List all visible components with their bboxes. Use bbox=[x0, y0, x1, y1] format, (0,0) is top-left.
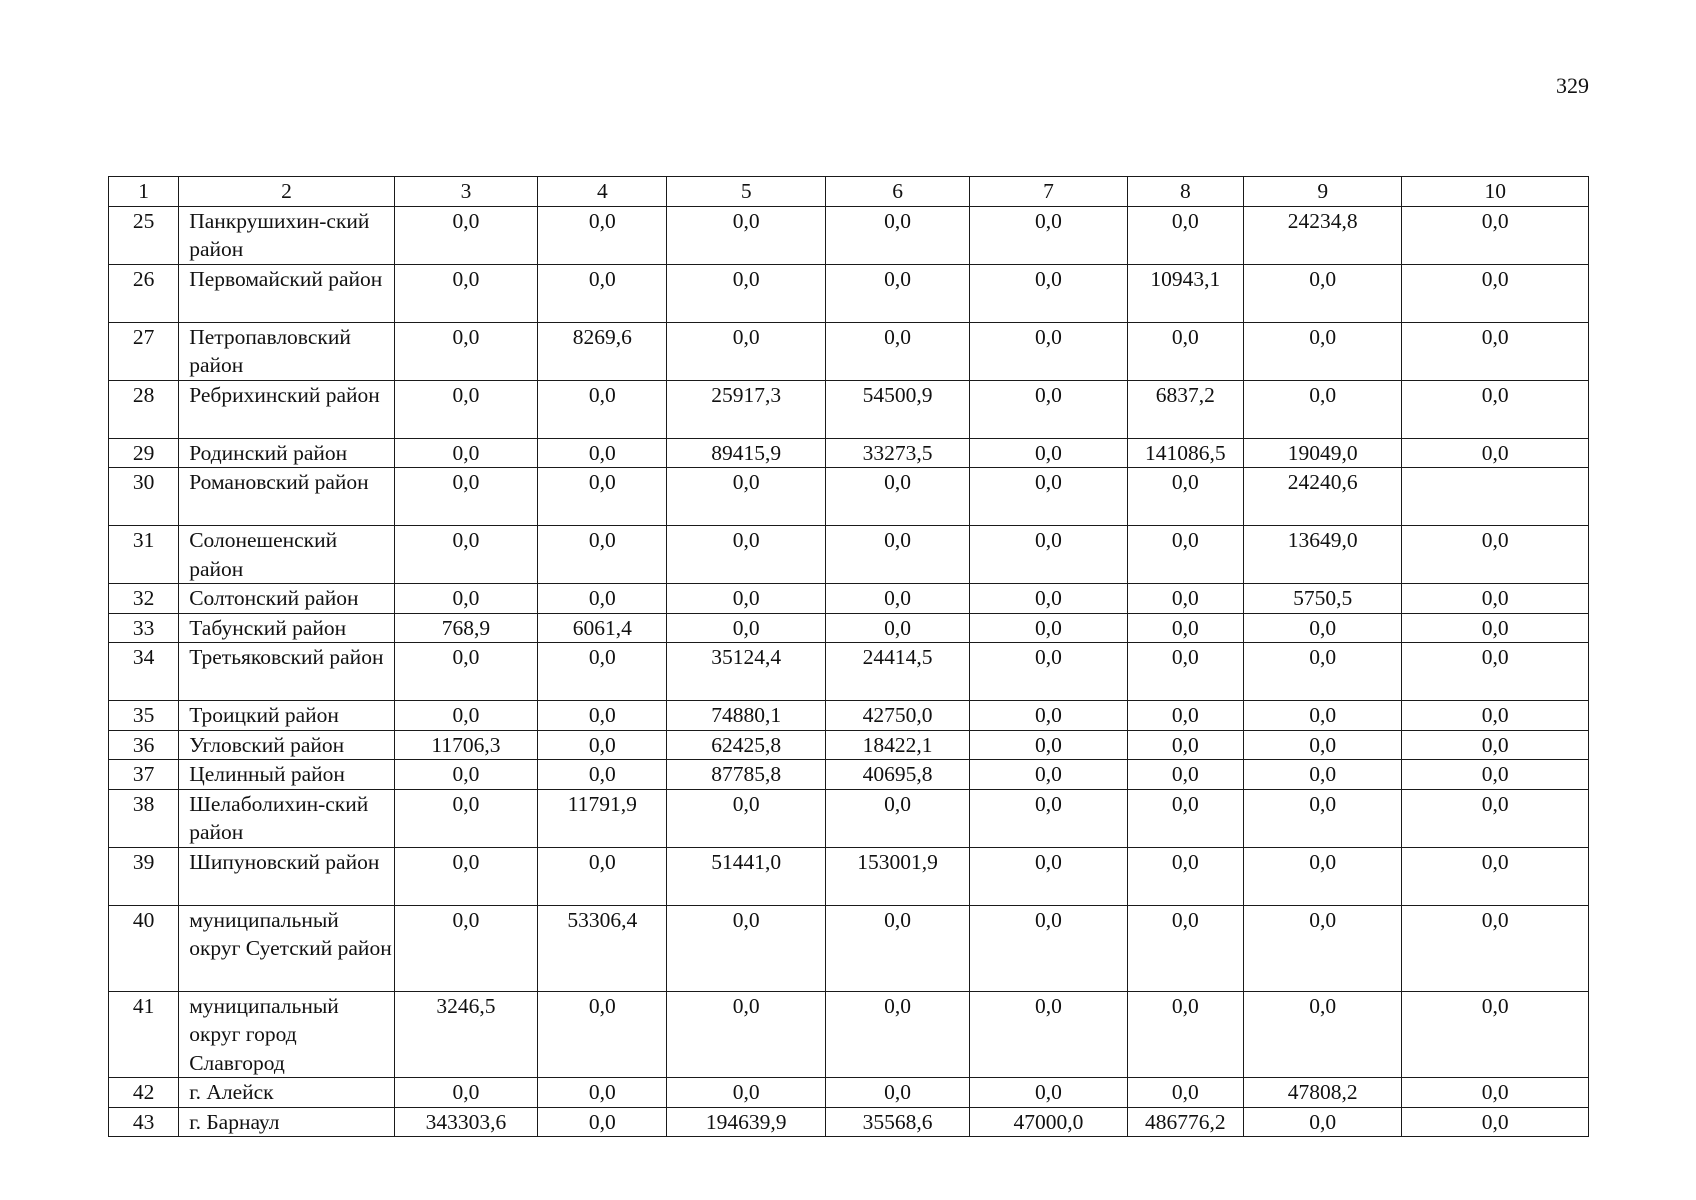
value-cell: 0,0 bbox=[825, 905, 969, 991]
value-cell: 0,0 bbox=[970, 526, 1127, 584]
value-cell: 8269,6 bbox=[538, 322, 667, 380]
value-cell: 0,0 bbox=[667, 322, 825, 380]
value-cell: 0,0 bbox=[1127, 789, 1243, 847]
row-number-cell: 30 bbox=[109, 468, 179, 526]
value-cell: 0,0 bbox=[970, 322, 1127, 380]
value-cell: 0,0 bbox=[667, 584, 825, 614]
value-cell: 0,0 bbox=[394, 438, 537, 468]
value-cell: 0,0 bbox=[1127, 322, 1243, 380]
value-cell: 24414,5 bbox=[825, 643, 969, 701]
value-cell: 194639,9 bbox=[667, 1107, 825, 1137]
value-cell: 0,0 bbox=[667, 905, 825, 991]
value-cell: 0,0 bbox=[1127, 526, 1243, 584]
row-number-cell: 39 bbox=[109, 847, 179, 905]
value-cell: 19049,0 bbox=[1244, 438, 1402, 468]
value-cell: 0,0 bbox=[667, 789, 825, 847]
value-cell: 0,0 bbox=[1402, 322, 1589, 380]
value-cell: 0,0 bbox=[970, 789, 1127, 847]
value-cell: 0,0 bbox=[1244, 613, 1402, 643]
value-cell: 343303,6 bbox=[394, 1107, 537, 1137]
row-number-cell: 28 bbox=[109, 380, 179, 438]
value-cell: 0,0 bbox=[825, 584, 969, 614]
row-number-cell: 32 bbox=[109, 584, 179, 614]
table-row bbox=[109, 584, 1589, 614]
table-row bbox=[109, 760, 1589, 790]
value-cell: 62425,8 bbox=[667, 730, 825, 760]
header-row bbox=[109, 177, 1589, 207]
value-cell: 0,0 bbox=[394, 643, 537, 701]
value-cell: 0,0 bbox=[1127, 905, 1243, 991]
row-number-cell: 43 bbox=[109, 1107, 179, 1137]
column-header: 4 bbox=[538, 177, 667, 207]
table-row bbox=[109, 789, 1589, 847]
value-cell: 0,0 bbox=[1127, 468, 1243, 526]
value-cell: 0,0 bbox=[1127, 760, 1243, 790]
value-cell: 0,0 bbox=[825, 613, 969, 643]
value-cell: 0,0 bbox=[1127, 1078, 1243, 1108]
table-row bbox=[109, 380, 1589, 438]
value-cell: 0,0 bbox=[667, 264, 825, 322]
column-header: 3 bbox=[394, 177, 537, 207]
value-cell: 0,0 bbox=[1127, 991, 1243, 1078]
row-number-cell: 42 bbox=[109, 1078, 179, 1108]
table-row bbox=[109, 206, 1589, 264]
districts-table bbox=[108, 176, 1589, 1137]
table-row bbox=[109, 438, 1589, 468]
value-cell: 0,0 bbox=[1402, 991, 1589, 1078]
district-name-cell: Первомайский район bbox=[179, 264, 395, 322]
row-number-cell: 27 bbox=[109, 322, 179, 380]
value-cell: 25917,3 bbox=[667, 380, 825, 438]
value-cell: 0,0 bbox=[970, 1078, 1127, 1108]
value-cell: 89415,9 bbox=[667, 438, 825, 468]
value-cell: 11706,3 bbox=[394, 730, 537, 760]
table-row bbox=[109, 468, 1589, 526]
district-name-cell: Шипуновский район bbox=[179, 847, 395, 905]
value-cell: 0,0 bbox=[1402, 1107, 1589, 1137]
value-cell: 0,0 bbox=[394, 264, 537, 322]
table-row bbox=[109, 613, 1589, 643]
row-number-cell: 35 bbox=[109, 701, 179, 731]
value-cell: 42750,0 bbox=[825, 701, 969, 731]
value-cell: 0,0 bbox=[394, 322, 537, 380]
value-cell: 0,0 bbox=[1402, 206, 1589, 264]
value-cell: 0,0 bbox=[970, 701, 1127, 731]
row-number-cell: 38 bbox=[109, 789, 179, 847]
column-header: 9 bbox=[1244, 177, 1402, 207]
value-cell: 35568,6 bbox=[825, 1107, 969, 1137]
value-cell: 0,0 bbox=[667, 206, 825, 264]
value-cell: 0,0 bbox=[970, 905, 1127, 991]
value-cell: 24240,6 bbox=[1244, 468, 1402, 526]
value-cell: 153001,9 bbox=[825, 847, 969, 905]
value-cell: 0,0 bbox=[538, 760, 667, 790]
value-cell: 0,0 bbox=[825, 789, 969, 847]
row-number-cell: 34 bbox=[109, 643, 179, 701]
value-cell: 0,0 bbox=[1127, 847, 1243, 905]
value-cell: 0,0 bbox=[1244, 643, 1402, 701]
value-cell: 47808,2 bbox=[1244, 1078, 1402, 1108]
value-cell: 0,0 bbox=[1402, 1078, 1589, 1108]
district-name-cell: Ребрихинский район bbox=[179, 380, 395, 438]
value-cell: 0,0 bbox=[667, 1078, 825, 1108]
column-header: 8 bbox=[1127, 177, 1243, 207]
district-name-cell: Петропавловский район bbox=[179, 322, 395, 380]
row-number-cell: 37 bbox=[109, 760, 179, 790]
value-cell: 0,0 bbox=[825, 264, 969, 322]
value-cell: 0,0 bbox=[1127, 701, 1243, 731]
row-number-cell: 25 bbox=[109, 206, 179, 264]
value-cell: 0,0 bbox=[394, 526, 537, 584]
value-cell: 0,0 bbox=[1127, 584, 1243, 614]
district-name-cell: Родинский район bbox=[179, 438, 395, 468]
table-row bbox=[109, 701, 1589, 731]
value-cell: 0,0 bbox=[538, 380, 667, 438]
value-cell: 0,0 bbox=[1127, 206, 1243, 264]
value-cell: 0,0 bbox=[1244, 905, 1402, 991]
value-cell: 0,0 bbox=[667, 468, 825, 526]
value-cell: 0,0 bbox=[667, 991, 825, 1078]
row-number-cell: 41 bbox=[109, 991, 179, 1078]
value-cell: 0,0 bbox=[970, 643, 1127, 701]
value-cell: 0,0 bbox=[1244, 264, 1402, 322]
value-cell: 0,0 bbox=[394, 584, 537, 614]
value-cell: 768,9 bbox=[394, 613, 537, 643]
value-cell: 0,0 bbox=[538, 438, 667, 468]
value-cell: 0,0 bbox=[1244, 991, 1402, 1078]
value-cell: 0,0 bbox=[970, 991, 1127, 1078]
district-name-cell: Целинный район bbox=[179, 760, 395, 790]
table-row bbox=[109, 905, 1589, 991]
value-cell: 0,0 bbox=[1244, 701, 1402, 731]
row-number-cell: 26 bbox=[109, 264, 179, 322]
district-name-cell: Угловский район bbox=[179, 730, 395, 760]
value-cell: 0,0 bbox=[1402, 643, 1589, 701]
value-cell: 0,0 bbox=[1402, 701, 1589, 731]
value-cell: 0,0 bbox=[538, 1078, 667, 1108]
value-cell: 0,0 bbox=[970, 584, 1127, 614]
value-cell: 10943,1 bbox=[1127, 264, 1243, 322]
row-number-cell: 33 bbox=[109, 613, 179, 643]
district-name-cell: Романовский район bbox=[179, 468, 395, 526]
table-row bbox=[109, 730, 1589, 760]
value-cell: 0,0 bbox=[1402, 905, 1589, 991]
value-cell: 0,0 bbox=[538, 643, 667, 701]
value-cell: 54500,9 bbox=[825, 380, 969, 438]
value-cell: 141086,5 bbox=[1127, 438, 1243, 468]
value-cell: 0,0 bbox=[825, 1078, 969, 1108]
value-cell: 0,0 bbox=[1402, 380, 1589, 438]
value-cell: 0,0 bbox=[538, 468, 667, 526]
value-cell: 0,0 bbox=[394, 206, 537, 264]
value-cell: 0,0 bbox=[394, 380, 537, 438]
value-cell: 0,0 bbox=[1127, 730, 1243, 760]
value-cell: 0,0 bbox=[394, 905, 537, 991]
value-cell: 47000,0 bbox=[970, 1107, 1127, 1137]
table-row bbox=[109, 264, 1589, 322]
row-number-cell: 29 bbox=[109, 438, 179, 468]
district-name-cell: муниципальный округ Суетский район bbox=[179, 905, 395, 991]
value-cell: 0,0 bbox=[825, 991, 969, 1078]
district-name-cell: Шелаболихин-ский район bbox=[179, 789, 395, 847]
value-cell: 0,0 bbox=[394, 760, 537, 790]
value-cell: 0,0 bbox=[667, 526, 825, 584]
value-cell: 74880,1 bbox=[667, 701, 825, 731]
value-cell: 0,0 bbox=[538, 1107, 667, 1137]
value-cell: 18422,1 bbox=[825, 730, 969, 760]
value-cell: 6061,4 bbox=[538, 613, 667, 643]
table-row bbox=[109, 847, 1589, 905]
value-cell bbox=[1402, 468, 1589, 526]
district-name-cell: г. Алейск bbox=[179, 1078, 395, 1108]
value-cell: 0,0 bbox=[394, 468, 537, 526]
value-cell: 0,0 bbox=[1402, 613, 1589, 643]
value-cell: 0,0 bbox=[970, 380, 1127, 438]
value-cell: 0,0 bbox=[970, 264, 1127, 322]
value-cell: 0,0 bbox=[1127, 613, 1243, 643]
value-cell: 486776,2 bbox=[1127, 1107, 1243, 1137]
value-cell: 0,0 bbox=[538, 526, 667, 584]
value-cell: 0,0 bbox=[394, 701, 537, 731]
value-cell: 0,0 bbox=[538, 206, 667, 264]
value-cell: 0,0 bbox=[970, 468, 1127, 526]
district-name-cell: Троицкий район bbox=[179, 701, 395, 731]
value-cell: 0,0 bbox=[1244, 380, 1402, 438]
column-header: 5 bbox=[667, 177, 825, 207]
value-cell: 40695,8 bbox=[825, 760, 969, 790]
value-cell: 0,0 bbox=[1402, 847, 1589, 905]
district-name-cell: муниципальный округ город Славгород bbox=[179, 991, 395, 1078]
value-cell: 0,0 bbox=[1244, 789, 1402, 847]
value-cell: 6837,2 bbox=[1127, 380, 1243, 438]
table-row bbox=[109, 526, 1589, 584]
value-cell: 53306,4 bbox=[538, 905, 667, 991]
value-cell: 3246,5 bbox=[394, 991, 537, 1078]
value-cell: 0,0 bbox=[1244, 1107, 1402, 1137]
value-cell: 5750,5 bbox=[1244, 584, 1402, 614]
value-cell: 0,0 bbox=[970, 760, 1127, 790]
value-cell: 0,0 bbox=[825, 206, 969, 264]
value-cell: 0,0 bbox=[1402, 789, 1589, 847]
value-cell: 0,0 bbox=[394, 789, 537, 847]
value-cell: 0,0 bbox=[667, 613, 825, 643]
value-cell: 33273,5 bbox=[825, 438, 969, 468]
value-cell: 0,0 bbox=[1402, 438, 1589, 468]
value-cell: 0,0 bbox=[1402, 760, 1589, 790]
table-row bbox=[109, 1107, 1589, 1137]
value-cell: 0,0 bbox=[825, 322, 969, 380]
page-number: 329 bbox=[1556, 73, 1589, 98]
value-cell: 0,0 bbox=[394, 1078, 537, 1108]
table-row bbox=[109, 643, 1589, 701]
value-cell: 0,0 bbox=[970, 206, 1127, 264]
value-cell: 0,0 bbox=[825, 468, 969, 526]
value-cell: 0,0 bbox=[1244, 322, 1402, 380]
value-cell: 0,0 bbox=[538, 584, 667, 614]
district-name-cell: Солонешенский район bbox=[179, 526, 395, 584]
value-cell: 11791,9 bbox=[538, 789, 667, 847]
value-cell: 0,0 bbox=[538, 847, 667, 905]
value-cell: 87785,8 bbox=[667, 760, 825, 790]
value-cell: 0,0 bbox=[1244, 730, 1402, 760]
value-cell: 51441,0 bbox=[667, 847, 825, 905]
value-cell: 0,0 bbox=[538, 701, 667, 731]
value-cell: 0,0 bbox=[1402, 584, 1589, 614]
value-cell: 0,0 bbox=[1402, 526, 1589, 584]
district-name-cell: г. Барнаул bbox=[179, 1107, 395, 1137]
value-cell: 13649,0 bbox=[1244, 526, 1402, 584]
value-cell: 0,0 bbox=[538, 991, 667, 1078]
table-row bbox=[109, 991, 1589, 1078]
value-cell: 0,0 bbox=[970, 613, 1127, 643]
table-row bbox=[109, 1078, 1589, 1108]
district-name-cell: Третьяковский район bbox=[179, 643, 395, 701]
column-header: 1 bbox=[109, 177, 179, 207]
district-name-cell: Солтонский район bbox=[179, 584, 395, 614]
table-body bbox=[109, 177, 1589, 1137]
district-name-cell: Табунский район bbox=[179, 613, 395, 643]
value-cell: 0,0 bbox=[538, 730, 667, 760]
row-number-cell: 36 bbox=[109, 730, 179, 760]
value-cell: 35124,4 bbox=[667, 643, 825, 701]
column-header: 10 bbox=[1402, 177, 1589, 207]
value-cell: 24234,8 bbox=[1244, 206, 1402, 264]
value-cell: 0,0 bbox=[394, 847, 537, 905]
value-cell: 0,0 bbox=[970, 438, 1127, 468]
row-number-cell: 31 bbox=[109, 526, 179, 584]
column-header: 2 bbox=[179, 177, 395, 207]
value-cell: 0,0 bbox=[970, 847, 1127, 905]
column-header: 6 bbox=[825, 177, 969, 207]
value-cell: 0,0 bbox=[825, 526, 969, 584]
value-cell: 0,0 bbox=[1402, 264, 1589, 322]
column-header: 7 bbox=[970, 177, 1127, 207]
value-cell: 0,0 bbox=[538, 264, 667, 322]
value-cell: 0,0 bbox=[1127, 643, 1243, 701]
value-cell: 0,0 bbox=[1244, 760, 1402, 790]
table-row bbox=[109, 322, 1589, 380]
value-cell: 0,0 bbox=[970, 730, 1127, 760]
row-number-cell: 40 bbox=[109, 905, 179, 991]
value-cell: 0,0 bbox=[1244, 847, 1402, 905]
value-cell: 0,0 bbox=[1402, 730, 1589, 760]
district-name-cell: Панкрушихин-ский район bbox=[179, 206, 395, 264]
